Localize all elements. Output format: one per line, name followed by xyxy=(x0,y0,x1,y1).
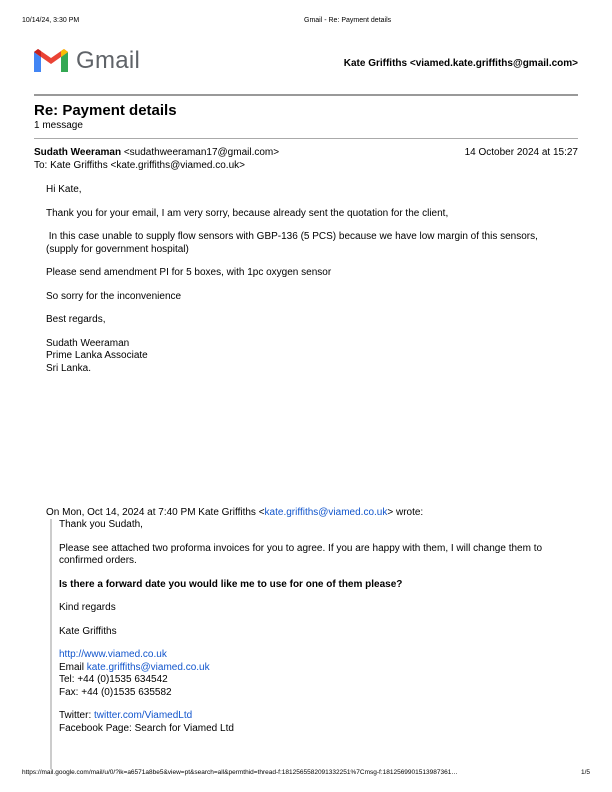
recipient: To: Kate Griffiths <kate.griffiths@viamed.co.uk> xyxy=(34,160,245,171)
quote-closing: Kind regards xyxy=(59,602,116,613)
website-link[interactable]: http://www.viamed.co.uk xyxy=(59,649,167,660)
account-name: Kate Griffiths <viamed.kate.griffiths@gmail.com> xyxy=(343,58,578,69)
gmail-wordmark: Gmail xyxy=(76,47,141,74)
gmail-logo xyxy=(34,47,140,75)
quote-name: Kate Griffiths xyxy=(59,625,117,637)
divider xyxy=(34,94,578,96)
thread-subject: Re: Payment details xyxy=(34,102,177,119)
print-datetime: 10/14/24, 3:30 PM xyxy=(22,17,80,24)
twitter-link[interactable]: twitter.com/ViamedLtd xyxy=(94,710,193,721)
attribution-text: > wrote: xyxy=(387,507,424,518)
page-number: 1/5 xyxy=(580,769,590,776)
body-paragraph: Please send amendment PI for 5 boxes, with 1pc oxygen sensor xyxy=(46,267,332,278)
body-paragraph: Hi Kate, xyxy=(46,184,82,195)
tel: Tel: +44 (0)1535 634542 xyxy=(59,674,168,685)
twitter-label: Twitter: xyxy=(59,710,95,721)
email-link[interactable]: kate.griffiths@viamed.co.uk xyxy=(86,661,210,673)
print-url: https://mail.google.com/mail/u/0/?ik=a6571a8be5&view=pt&search=all&permthid=thread-f:1812565582091332251%7Cmsg-f:1812569901513987361… xyxy=(22,769,458,776)
quote-paragraph: Please see attached two proforma invoices for you to agree. If you are happy with them, I will change them to confirmed orders. xyxy=(59,542,543,566)
body-paragraph: So sorry for the inconvenience xyxy=(46,290,182,302)
sender xyxy=(34,147,279,158)
attribution-text: On Mon, Oct 14, 2024 at 7:40 PM Kate Griffiths < xyxy=(46,507,265,518)
message-body xyxy=(46,184,566,375)
message-count: 1 message xyxy=(34,120,83,131)
body-paragraph: Best regards, xyxy=(46,314,106,325)
message-date: 14 October 2024 at 15:27 xyxy=(464,147,578,158)
quote-attribution xyxy=(46,507,423,518)
signature-line: Sudath Weeraman xyxy=(46,337,130,349)
signature-line: Sri Lanka. xyxy=(46,362,92,374)
facebook: Facebook Page: Search for Viamed Ltd xyxy=(59,722,234,734)
fax: Fax: +44 (0)1535 635582 xyxy=(59,686,172,698)
gmail-m-icon xyxy=(34,48,68,74)
attribution-email-link[interactable]: kate.griffiths@viamed.co.uk xyxy=(264,507,388,518)
divider xyxy=(34,138,578,139)
quote-greeting: Thank you Sudath, xyxy=(59,519,143,530)
quote-question: Is there a forward date you would like me to use for one of them please? xyxy=(59,578,403,590)
sender-name: Sudath Weeraman xyxy=(34,147,122,158)
sender-email: <sudathweeraman17@gmail.com> xyxy=(123,147,280,158)
email-label: Email xyxy=(59,661,87,673)
print-title: Gmail - Re: Payment details xyxy=(304,17,392,24)
quoted-message xyxy=(50,519,579,769)
body-paragraph: In this case unable to supply flow sensors with GBP-136 (5 PCS) because we have low margin of this sensors, (supply for government hospital) xyxy=(46,231,541,255)
body-paragraph: Thank you for your email, I am very sorry, because already sent the quotation for the client, xyxy=(46,207,449,219)
signature-line: Prime Lanka Associate xyxy=(46,350,148,361)
